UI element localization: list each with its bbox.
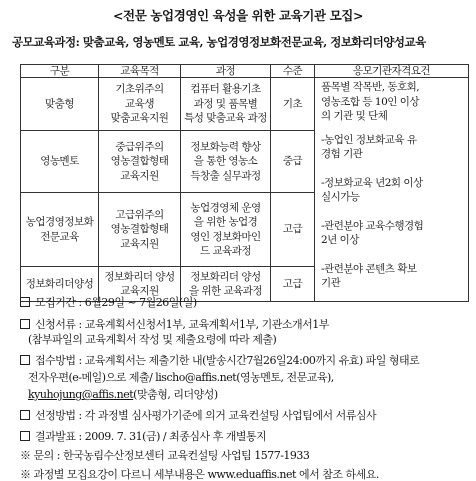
- notes-method: 접수방법 : 교육계획서는 제출기한 내(발송시간7월26일24:00까지 유효) 파일 형태로: [20, 354, 472, 367]
- requirement-line: -농업인 정보화교육 유: [321, 133, 417, 146]
- requirement-line: 품목별 작목반, 동호회,: [321, 81, 420, 93]
- notes-selection: 선정방법 : 각 과정별 심사평가기준에 의거 교육컨설팅 사업팀에서 서류심사: [20, 409, 472, 422]
- purpose-line: 영농결합형태: [110, 155, 169, 168]
- purpose-line: 교육지원: [120, 285, 159, 297]
- row-purpose: [99, 193, 181, 267]
- row-category: 정보화리더양성: [21, 267, 99, 302]
- row-level: 고급: [271, 267, 315, 302]
- course-line: 농업경영체 운영: [190, 201, 261, 214]
- checkbox-icon: [20, 431, 30, 441]
- course-table: [20, 64, 469, 302]
- header-course: 과정: [181, 65, 271, 78]
- requirements-cell: [315, 78, 469, 131]
- requirement-line: 영농조합 등 10인 이상: [321, 95, 420, 108]
- page-title: <전문 농업경영인 육성을 위한 교육기관 모집>: [112, 8, 364, 23]
- purpose-line: 중급위주의: [115, 140, 164, 153]
- requirement-line: 의 기관 및 단체: [321, 110, 388, 122]
- row-purpose: [99, 131, 181, 193]
- checkbox-icon: [20, 355, 30, 365]
- requirement-line: 실시가능: [321, 191, 360, 203]
- row-level: 기초: [271, 78, 315, 131]
- course-subtitle: 공모교육과정: 맞춤교육, 영농멘토 교육, 농업경영정보화전문교육, 정보화리더양성교육: [12, 35, 426, 49]
- purpose-line: 정보화리더 양성: [104, 270, 175, 283]
- row-level: 고급: [271, 193, 315, 267]
- table-header-row: [21, 65, 469, 78]
- row-category: 영농멘토: [21, 131, 99, 193]
- notes-docs-sub: (참부파일의 교육계획서 작성 및 제출요령에 따라 제출): [28, 333, 277, 346]
- row-course: [181, 78, 271, 131]
- purpose-line: 교육지원: [120, 169, 159, 182]
- course-line: 과정 및 품목별: [193, 97, 258, 110]
- purpose-line: 기초위주의: [115, 83, 164, 96]
- notes-docs: 신청서류 : 교육계획서신청서1부, 교육계획서1부, 기관소개서1부: [20, 318, 472, 331]
- table-row: [21, 78, 469, 131]
- requirement-line: -관련분야 교육수행경험: [321, 219, 424, 232]
- purpose-line: 교육생: [125, 97, 154, 110]
- course-line: 특성 맞춤교육 과정: [184, 112, 267, 125]
- course-line: 컴퓨터 활용기초: [190, 83, 261, 96]
- notes-result: 결과발표 : 2009. 7. 31(금) / 최종심사 후 개별통지: [20, 430, 472, 443]
- purpose-line: 맞춤교육지원: [110, 112, 169, 125]
- requirement-line: -관련분야 콘텐츠 확보: [321, 262, 417, 275]
- email-link[interactable]: kyuhojung@affis.net: [28, 388, 134, 401]
- notes-period: 모집기간 : 6월29일 ~ 7월26일(일): [20, 296, 472, 309]
- course-line: 득창출 실무과정: [190, 169, 261, 182]
- table-row: [21, 131, 469, 193]
- notes-more: ※ 과정별 모집요강이 다르니 세부내용은 www.eduaffis.net 에서 참조 하세요.: [20, 468, 379, 481]
- requirements-cell-lower: [315, 131, 469, 302]
- course-line: 드 교육과정: [199, 245, 252, 257]
- notes-method-link: kyuhojung@affis.net(맞춤형, 리더양성): [28, 388, 218, 401]
- notes-contact: ※ 문의 : 한국농림수산정보센터 교육컨설팅 사업팀 1577-1933: [20, 449, 310, 462]
- header-requirements: 응모기관자격요건: [315, 65, 469, 78]
- requirement-line: 기관: [321, 277, 341, 289]
- header-category: 구분: [21, 65, 99, 78]
- course-line: 정보화능력 향상: [190, 140, 261, 153]
- purpose-line: 고급위주의: [115, 208, 164, 221]
- row-level: 중급: [271, 131, 315, 193]
- course-line: 을 위한 농업경: [193, 216, 258, 228]
- notes-section: [20, 296, 472, 481]
- checkbox-icon: [20, 319, 30, 329]
- checkbox-icon: [20, 410, 30, 420]
- requirement-line: -정보화교육 년2회 이상: [321, 176, 423, 189]
- course-line: 을 통한 영농소: [193, 155, 258, 168]
- row-course: [181, 131, 271, 193]
- row-category: 맞춤형: [21, 78, 99, 131]
- row-purpose: [99, 78, 181, 131]
- header-purpose: 교육목적: [99, 65, 181, 78]
- course-line: 을 위한 교육과정: [188, 285, 263, 297]
- row-category: 농업경영정보화 전문교육: [21, 193, 99, 267]
- requirement-line: 경험 기관: [321, 148, 363, 160]
- notes-method-email: 전자우편(e-메일)으로 제출/ lischo@affis.net(영농멘토, 전문교육),: [28, 371, 334, 384]
- purpose-line: 영농결합형태: [110, 223, 169, 236]
- course-line: 영인 정보화마인: [190, 230, 261, 243]
- header-level: 수준: [271, 65, 315, 78]
- course-line: 정보화리더 양성: [190, 270, 261, 283]
- row-course: [181, 193, 271, 267]
- requirement-line: 2년 이상: [321, 234, 359, 246]
- purpose-line: 교육지원: [120, 237, 159, 250]
- checkbox-icon: [20, 297, 30, 307]
